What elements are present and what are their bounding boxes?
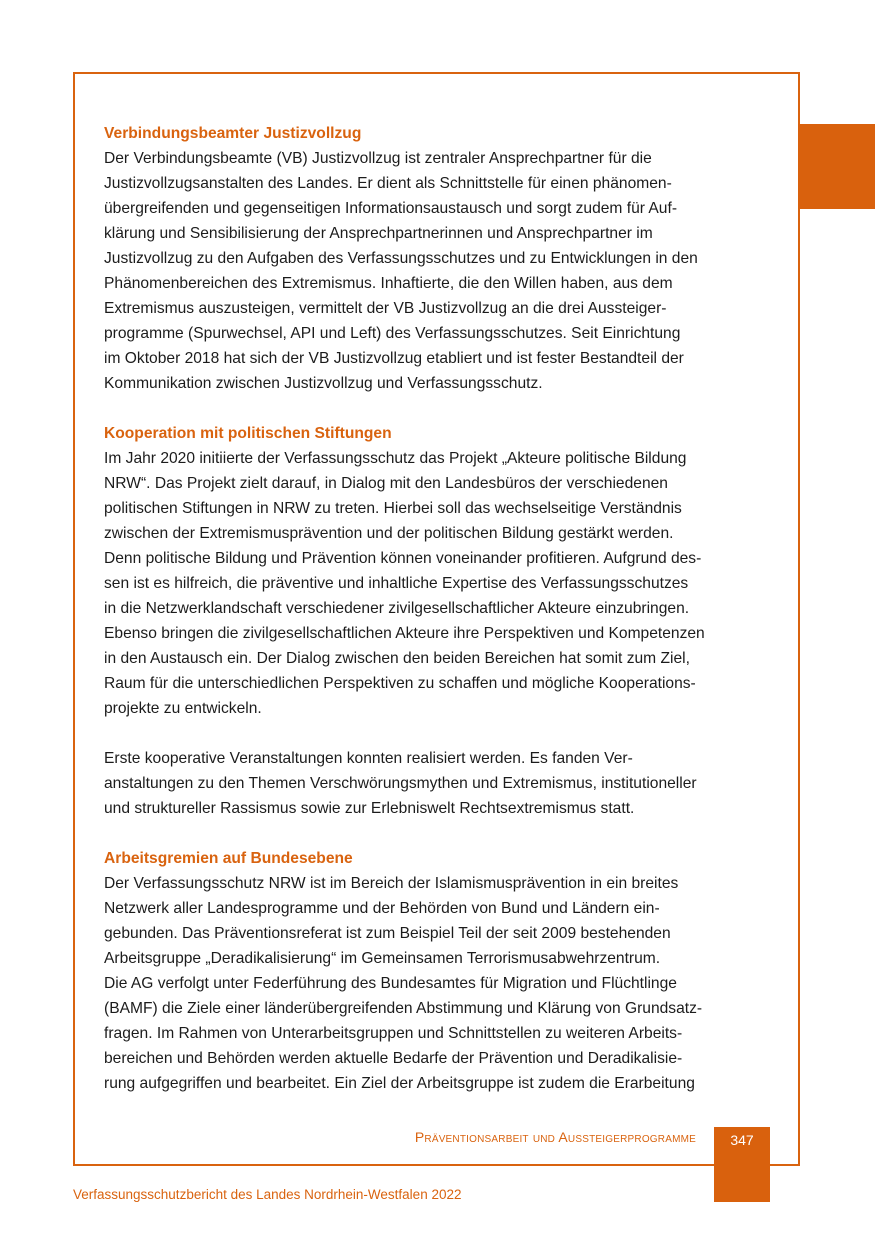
section-verbindungsbeamter xyxy=(104,121,776,396)
main-content xyxy=(104,121,776,1121)
section-arbeitsgremien xyxy=(104,846,776,1096)
section-paragraph: Der Verfassungsschutz NRW ist im Bereich der Islamismusprävention in ein breites Netzwerk aller Landesprogramme und der Behörden von Bund und Ländern ein- gebunden. Das Präventionsreferat ist zum Beispiel Teil der seit 2009 bestehenden Arbeitsgruppe „Deradikalisierung“ im Gemeinsamen Terrorismusabwehrzentrum. Die AG verfolgt unter Federführung des Bundesamtes für Migration und Flüchtlinge (BAMF) die Ziele einer länderübergreifenden Abstimmung und Klärung von Grundsatz- fragen. Im Rahmen von Unterarbeitsgruppen und Schnittstellen zu weiteren Arbeits- bereichen und Behörden werden aktuelle Bedarfe der Prävention und Deradikalisie- rung aufgegriffen und bearbeitet. Ein Ziel der Arbeitsgruppe ist zudem die Erarbeitung xyxy=(104,875,703,1092)
section-paragraph: Im Jahr 2020 initiierte der Verfassungsschutz das Projekt „Akteure politische Bildung NRW“. Das Projekt zielt darauf, in Dialog mit den Landesbüros der verschiedenen politischen Stiftungen in NRW zu treten. Hierbei soll das wechselseitige Verständnis zwischen der Extremismusprävention und der politischen Bildung gestärkt werden. Denn politische Bildung und Prävention können voneinander profitieren. Aufgrund des- sen ist es hilfreich, die präventive und inhaltliche Expertise des Verfassungsschutzes in die Netzwerklandschaft verschiedener zivilgesellschaftlicher Akteure einzubringen. Ebenso bringen die zivilgesellschaftlichen Akteure ihre Perspektiven und Kompetenzen in den Austausch ein. Der Dialog zwischen den beiden Bereichen hat somit zum Ziel, Raum für die unterschiedlichen Perspektiven zu schaffen und mögliche Kooperations- projekte zu entwickeln. xyxy=(104,450,705,717)
section-heading: Arbeitsgremien auf Bundesebene xyxy=(104,850,353,867)
page-number-box xyxy=(714,1127,770,1202)
footer-chapter-title: Präventionsarbeit und Aussteigerprogramme xyxy=(414,1129,696,1145)
publication-caption: Verfassungsschutzbericht des Landes Nordrhein-Westfalen 2022 xyxy=(73,1187,462,1202)
chapter-tab-marker xyxy=(798,124,875,209)
section-paragraph: Erste kooperative Veranstaltungen konnten realisiert werden. Es fanden Ver- anstaltungen zu den Themen Verschwörungsmythen und Extremismus, institutioneller und struktureller Rassismus sowie zur Erlebniswelt Rechtsextremismus statt. xyxy=(104,750,697,817)
section-paragraph: Der Verbindungsbeamte (VB) Justizvollzug ist zentraler Ansprechpartner für die Justizvollzugsanstalten des Landes. Er dient als Schnittstelle für einen phänomen- übergreifenden und gegenseitigen Informationsaustausch und sorgt zudem für Auf- klärung und Sensibilisierung der Ansprechpartnerinnen und Ansprechpartner im Justizvollzug zu den Aufgaben des Verfassungsschutzes und zu Entwicklungen in den Phänomenbereichen des Extremismus. Inhaftierte, die den Willen haben, aus dem Extremismus auszusteigen, vermittelt der VB Justizvollzug an die drei Aussteiger- programme (Spurwechsel, API und Left) des Verfassungsschutzes. Seit Einrichtung im Oktober 2018 hat sich der VB Justizvollzug etabliert und ist fester Bestandteil der Kommunikation zwischen Justizvollzug und Verfassungsschutz. xyxy=(104,150,698,392)
section-kooperation xyxy=(104,421,776,821)
section-heading: Kooperation mit politischen Stiftungen xyxy=(104,425,392,442)
page-number: 347 xyxy=(730,1132,754,1148)
section-heading: Verbindungsbeamter Justizvollzug xyxy=(104,125,362,142)
